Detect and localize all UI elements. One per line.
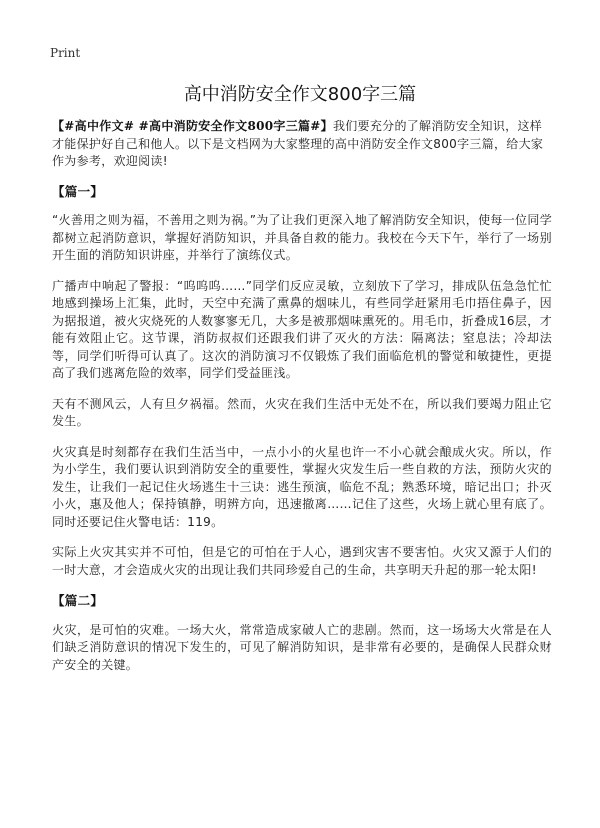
paragraph: “火善用之则为福，不善用之则为祸。”为了让我们更深入地了解消防安全知识，使每一位同学都树立起消防意识，掌握好消防知识，并具备自救的能力。我校在今天下午，举行了一场别开生面的消防知识讲座，并举行了演练仪式。 [52,213,552,262]
intro-paragraph [52,118,552,171]
paragraph: 广播声中响起了警报：“呜呜呜……”同学们反应灵敏，立刻放下了学习，排成队伍急急忙忙地感到操场上汇集，此时，天空中充满了熏鼻的烟味儿，有些同学赶紧用毛巾捂住鼻子，因为据报道，被火灾烧死的人数寥寥无几，大多是被那烟味熏死的。用毛巾，折叠成16层，才能有效阻止它。这节课，消防叔叔们还跟我们讲了灭火的方法：隔离法；窒息法；冷却法等，同学们听得可认真了。这次的消防演习不仅锻炼了我们面临危机的警觉和敏捷性，更提高了我们逃离危险的效率，同学们受益匪浅。 [52,278,552,380]
page-title: 高中消防安全作文800字三篇 [183,84,417,105]
paragraph: 实际上火灾其实并不可怕，但是它的可怕在于人心，遇到灾害不要害怕。火灾又源于人们的一时大意，才会造成火灾的出现让我们共同珍爱自己的生命，共享明天升起的那一轮太阳! [52,545,552,577]
section-heading: 【篇二】 [52,593,104,608]
section-1 [52,183,552,580]
intro-tagline: 【#高中作文# #高中消防安全作文800字三篇#】 [52,119,333,133]
section-heading: 【篇一】 [52,183,104,199]
article-body [52,118,552,687]
print-link[interactable]: Print [50,46,81,60]
intro-text: 我们要充分的了解消防安全知识，这样才能保护好自己和他人。以下是文档网为大家整理的高中消防安全作文800字三篇，给大家作为参考，欢迎阅读! [52,119,544,168]
paragraph: 火灾真是时刻都存在我们生活当中，一点小小的火星也许一不小心就会酿成火灾。所以，作为小学生，我们要认识到消防安全的重要性，掌握火灾发生后一些自救的方法，预防火灾的发生，让我们一起记住火场逃生十三诀：逃生预演，临危不乱；熟悉环境，暗记出口；扑灭小火，惠及他人；保持镇静，明辨方向，迅速撤离……记住了这些，火场上就心里有底了。同时还要记住火警电话：119。 [52,444,552,529]
paragraph: 火灾，是可怕的灾难。一场大火，常常造成家破人亡的悲剧。然而，这一场场大火常是在人们缺乏消防意识的情况下发生的，可见了解消防知识，是非常有必要的，是确保人民群众财产安全的关键。 [52,622,552,672]
paragraph: 天有不测风云，人有旦夕祸福。然而，火灾在我们生活中无处不在，所以我们要竭力阻止它发生。 [52,396,552,428]
section-2 [52,592,552,674]
